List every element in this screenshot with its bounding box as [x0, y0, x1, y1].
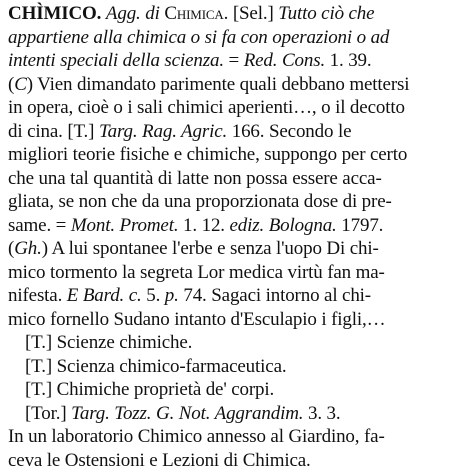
entry-text: 5. — [142, 285, 165, 306]
entry-line — [8, 214, 470, 238]
entry-line — [8, 120, 470, 144]
entry-text: ) Vien dimandato parimente quali debbano mettersi — [27, 74, 410, 95]
italic-text: Gh. — [14, 238, 42, 259]
entry-text: [T.] Chimiche proprietà de' corpi. — [25, 379, 274, 400]
entry-line — [8, 449, 470, 472]
entry-text: in opera, cioè o i sali chimici aperienti…, o il decotto — [8, 97, 405, 118]
italic-text: Mont. Promet. — [71, 215, 179, 236]
entry-line — [8, 355, 470, 379]
entry-text: ( — [8, 238, 14, 259]
entry-text: mico fornello Sudano intanto d'Esculapio i figli,… — [8, 309, 385, 330]
entry-line — [8, 143, 470, 167]
entry-line — [8, 308, 470, 332]
italic-text: intenti speciali della scienza. — [8, 50, 224, 71]
entry-text: mico tormento la segreta Lor medica virtù fan ma- — [8, 262, 385, 283]
entry-text: same. = — [8, 215, 71, 236]
italic-text: Red. Cons. — [244, 50, 325, 71]
entry-text: = — [224, 50, 244, 71]
entry-text: 1797. — [337, 215, 384, 236]
entry-text: migliori teorie fisiche e chimiche, suppongo per certo — [8, 144, 407, 165]
entry-text: [Tor.] — [25, 403, 71, 424]
entry-text: gliata, se non che da una proporzionata dose di pre- — [8, 191, 392, 212]
italic-text: ediz. Bologna. — [230, 215, 337, 236]
entry-line — [8, 96, 470, 120]
headword: CHÌMICO. — [8, 3, 101, 24]
entry-line — [8, 190, 470, 214]
entry-text: 166. Secondo le — [227, 121, 351, 142]
entry-line — [8, 73, 470, 97]
entry-line — [8, 402, 470, 426]
entry-line — [8, 237, 470, 261]
entry-line — [8, 284, 470, 308]
entry-text: 3. 3. — [303, 403, 340, 424]
italic-text: E Bard. c. — [67, 285, 142, 306]
entry-text: di cina. [T.] — [8, 121, 99, 142]
entry-text: In un laboratorio Chimico annesso al Giardino, fa- — [8, 426, 385, 447]
cross-reference: Chimica — [164, 3, 223, 24]
italic-text: Targ. Tozz. G. Not. Aggrandim. — [71, 403, 303, 424]
entry-text: 74. Sagaci intorno al chi- — [179, 285, 371, 306]
entry-text: ceva le Ostensioni e Lezioni di Chimica. — [8, 450, 311, 471]
italic-text: appartiene alla chimica o si fa con operazioni o ad — [8, 27, 389, 48]
italic-text: Tutto ciò che — [278, 3, 374, 24]
entry-text: [T.] Scienze chimiche. — [25, 332, 192, 353]
italic-text: Agg. di — [106, 3, 160, 24]
entry-text: ) A lui spontanee l'erbe e senza l'uopo Di chi- — [42, 238, 379, 259]
entry-line — [8, 49, 470, 73]
entry-line — [8, 261, 470, 285]
italic-text: Targ. Rag. Agric. — [99, 121, 227, 142]
entry-line — [8, 331, 470, 355]
italic-text: C — [14, 74, 27, 95]
entry-line — [8, 378, 470, 402]
entry-line — [8, 425, 470, 449]
entry-text: nifesta. — [8, 285, 67, 306]
entry-text: 1. 39. — [325, 50, 371, 71]
entry-line — [8, 2, 470, 26]
entry-text: che una tal quantità di latte non possa essere acca- — [8, 168, 382, 189]
italic-text: p. — [165, 285, 179, 306]
entry-line — [8, 167, 470, 191]
entry-line — [8, 26, 470, 50]
entry-text: 1. 12. — [178, 215, 229, 236]
entry-text: [T.] Scienza chimico-farmaceutica. — [25, 356, 286, 377]
entry-text: ( — [8, 74, 14, 95]
dictionary-entry-chimico — [8, 2, 470, 472]
entry-text: . [Sel.] — [224, 3, 279, 24]
